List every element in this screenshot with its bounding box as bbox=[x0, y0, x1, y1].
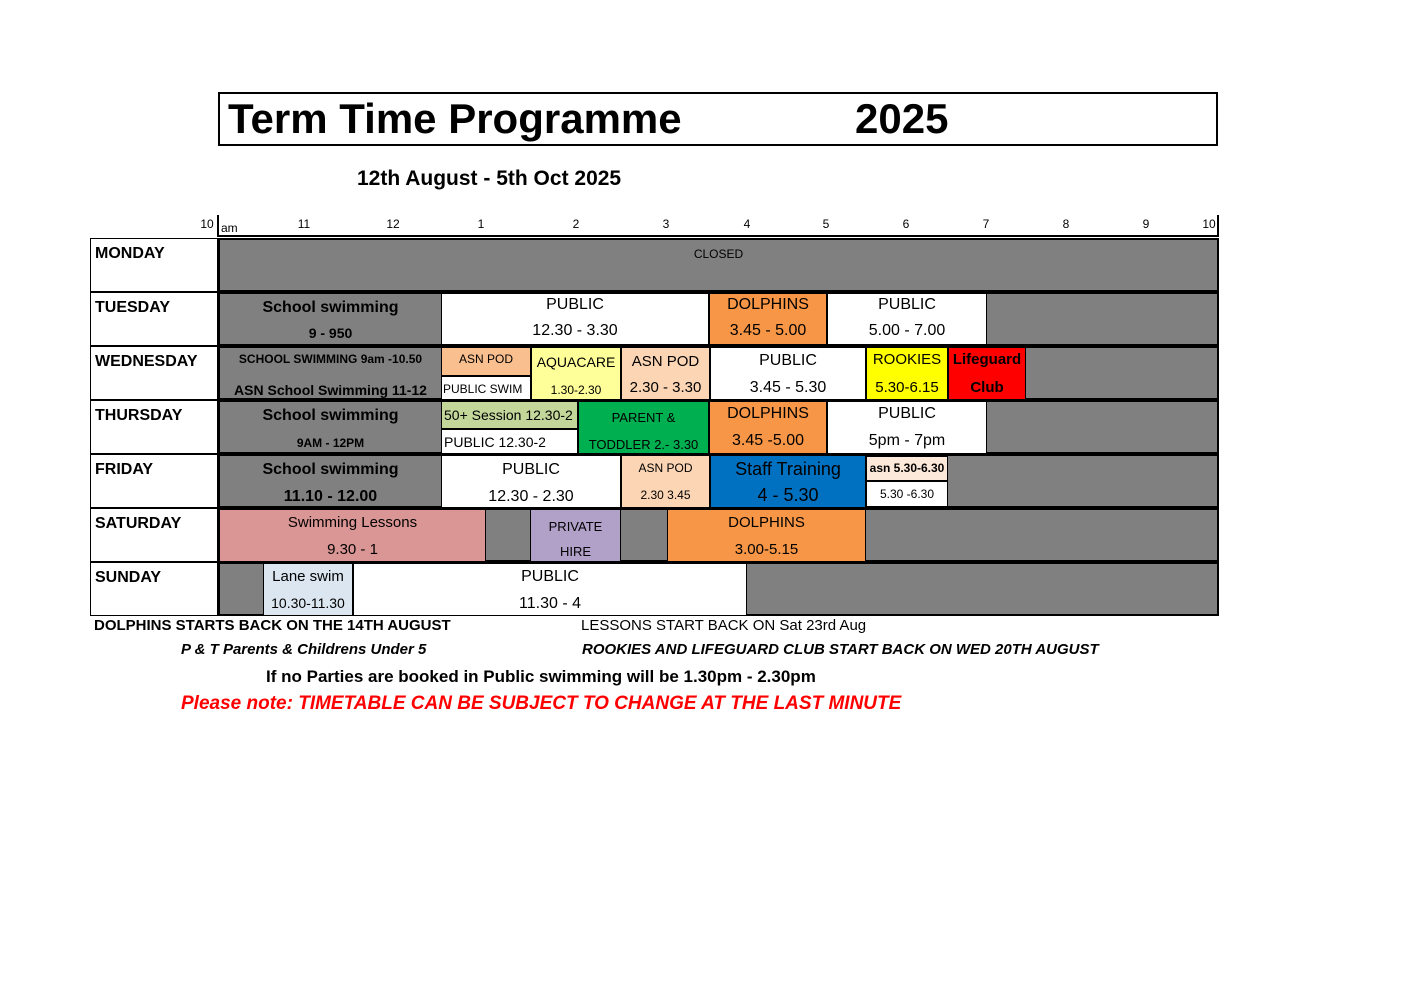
block-wednesday-asn-pod: ASN POD bbox=[441, 347, 531, 376]
block-friday-public: PUBLIC 12.30 - 2.30 bbox=[441, 455, 621, 508]
day-label-tuesday: TUESDAY bbox=[90, 292, 218, 346]
day-label-sunday: SUNDAY bbox=[90, 562, 218, 616]
hour-label: 2 bbox=[572, 217, 580, 231]
hour-label: 11 bbox=[297, 217, 311, 231]
block-thursday-public: PUBLIC 12.30-2 bbox=[441, 429, 578, 454]
block-thursday-school: School swimming 9AM - 12PM bbox=[220, 402, 441, 452]
hour-label: 4 bbox=[743, 217, 751, 231]
scale-tick bbox=[1217, 215, 1219, 237]
day-label-friday: FRIDAY bbox=[90, 454, 218, 508]
block-tuesday-school: School swimming 9 - 950 bbox=[220, 294, 441, 344]
page-year: 2025 bbox=[855, 95, 949, 142]
am-label: am bbox=[221, 221, 238, 235]
page-title: Term Time Programme bbox=[228, 95, 682, 142]
block-friday-asn-evening: asn 5.30-6.30 bbox=[866, 456, 948, 481]
block-thursday-parent-toddler: PARENT & TODDLER 2.- 3.30 bbox=[578, 401, 709, 454]
block-wednesday-lifeguard: Lifeguard Club bbox=[948, 347, 1026, 400]
block-wednesday-asn-pod-afternoon: ASN POD 2.30 - 3.30 bbox=[621, 347, 710, 400]
dolphins-note: DOLPHINS STARTS BACK ON THE 14TH AUGUST bbox=[94, 617, 451, 634]
day-label-thursday: THURSDAY bbox=[90, 400, 218, 454]
block-saturday-lessons: Swimming Lessons 9.30 - 1 bbox=[219, 509, 486, 562]
hour-label: 7 bbox=[982, 217, 990, 231]
block-friday-evening-time: 5.30 -6.30 bbox=[866, 481, 948, 507]
pt-note: P & T Parents & Childrens Under 5 bbox=[181, 641, 427, 658]
date-range: 12th August - 5th Oct 2025 bbox=[357, 167, 622, 190]
scale-baseline bbox=[218, 235, 1219, 237]
rookies-note: ROOKIES AND LIFEGUARD CLUB START BACK ON WED 20TH AUGUST bbox=[582, 641, 1099, 658]
block-thursday-dolphins: DOLPHINS 3.45 -5.00 bbox=[709, 401, 827, 454]
block-thursday-public-evening: PUBLIC 5pm - 7pm bbox=[827, 401, 987, 454]
block-friday-asn-pod: ASN POD 2.30 3.45 bbox=[621, 455, 710, 508]
hour-label: 8 bbox=[1062, 217, 1070, 231]
block-friday-staff-training: Staff Training 4 - 5.30 bbox=[710, 455, 866, 508]
block-tuesday-public: PUBLIC 12.30 - 3.30 bbox=[441, 293, 709, 345]
block-tuesday-public-evening: PUBLIC 5.00 - 7.00 bbox=[827, 293, 987, 345]
block-wednesday-rookies: ROOKIES 5.30-6.15 bbox=[866, 347, 948, 400]
block-sunday-lane-swim: Lane swim 10.30-11.30 bbox=[263, 563, 353, 616]
block-monday-closed: CLOSED bbox=[693, 247, 744, 261]
hour-label: 10 bbox=[1202, 217, 1216, 231]
hour-label: 12 bbox=[386, 217, 400, 231]
hour-label: 5 bbox=[822, 217, 830, 231]
day-label-wednesday: WEDNESDAY bbox=[90, 346, 218, 400]
day-label-saturday: SATURDAY bbox=[90, 508, 218, 562]
block-friday-school: School swimming 11.10 - 12.00 bbox=[220, 456, 441, 506]
block-sunday-public: PUBLIC 11.30 - 4 bbox=[353, 563, 747, 616]
block-tuesday-dolphins: DOLPHINS 3.45 - 5.00 bbox=[709, 293, 827, 345]
hour-label: 9 bbox=[1142, 217, 1150, 231]
block-wednesday-public: PUBLIC 3.45 - 5.30 bbox=[710, 347, 866, 400]
change-warning: Please note: TIMETABLE CAN BE SUBJECT TO CHANGE AT THE LAST MINUTE bbox=[181, 693, 902, 714]
hour-label: 10 bbox=[200, 217, 214, 231]
block-saturday-dolphins: DOLPHINS 3.00-5.15 bbox=[667, 509, 866, 562]
block-wednesday-school: SCHOOL SWIMMING 9am -10.50 ASN School Swimming 11-12 bbox=[220, 348, 441, 398]
block-thursday-50plus: 50+ Session 12.30-2 bbox=[441, 401, 578, 429]
hour-label: 3 bbox=[662, 217, 670, 231]
block-wednesday-public-swim: PUBLIC SWIM bbox=[441, 376, 531, 400]
lessons-note: LESSONS START BACK ON Sat 23rd Aug bbox=[581, 617, 867, 634]
hour-label: 1 bbox=[477, 217, 485, 231]
block-wednesday-aquacare: AQUACARE 1.30-2.30 bbox=[531, 347, 621, 400]
scale-tick bbox=[217, 215, 219, 237]
block-saturday-private-hire: PRIVATE HIRE bbox=[530, 509, 621, 562]
hour-label: 6 bbox=[902, 217, 910, 231]
day-label-monday: MONDAY bbox=[90, 238, 218, 292]
parties-note: If no Parties are booked in Public swimming will be 1.30pm - 2.30pm bbox=[266, 667, 816, 686]
